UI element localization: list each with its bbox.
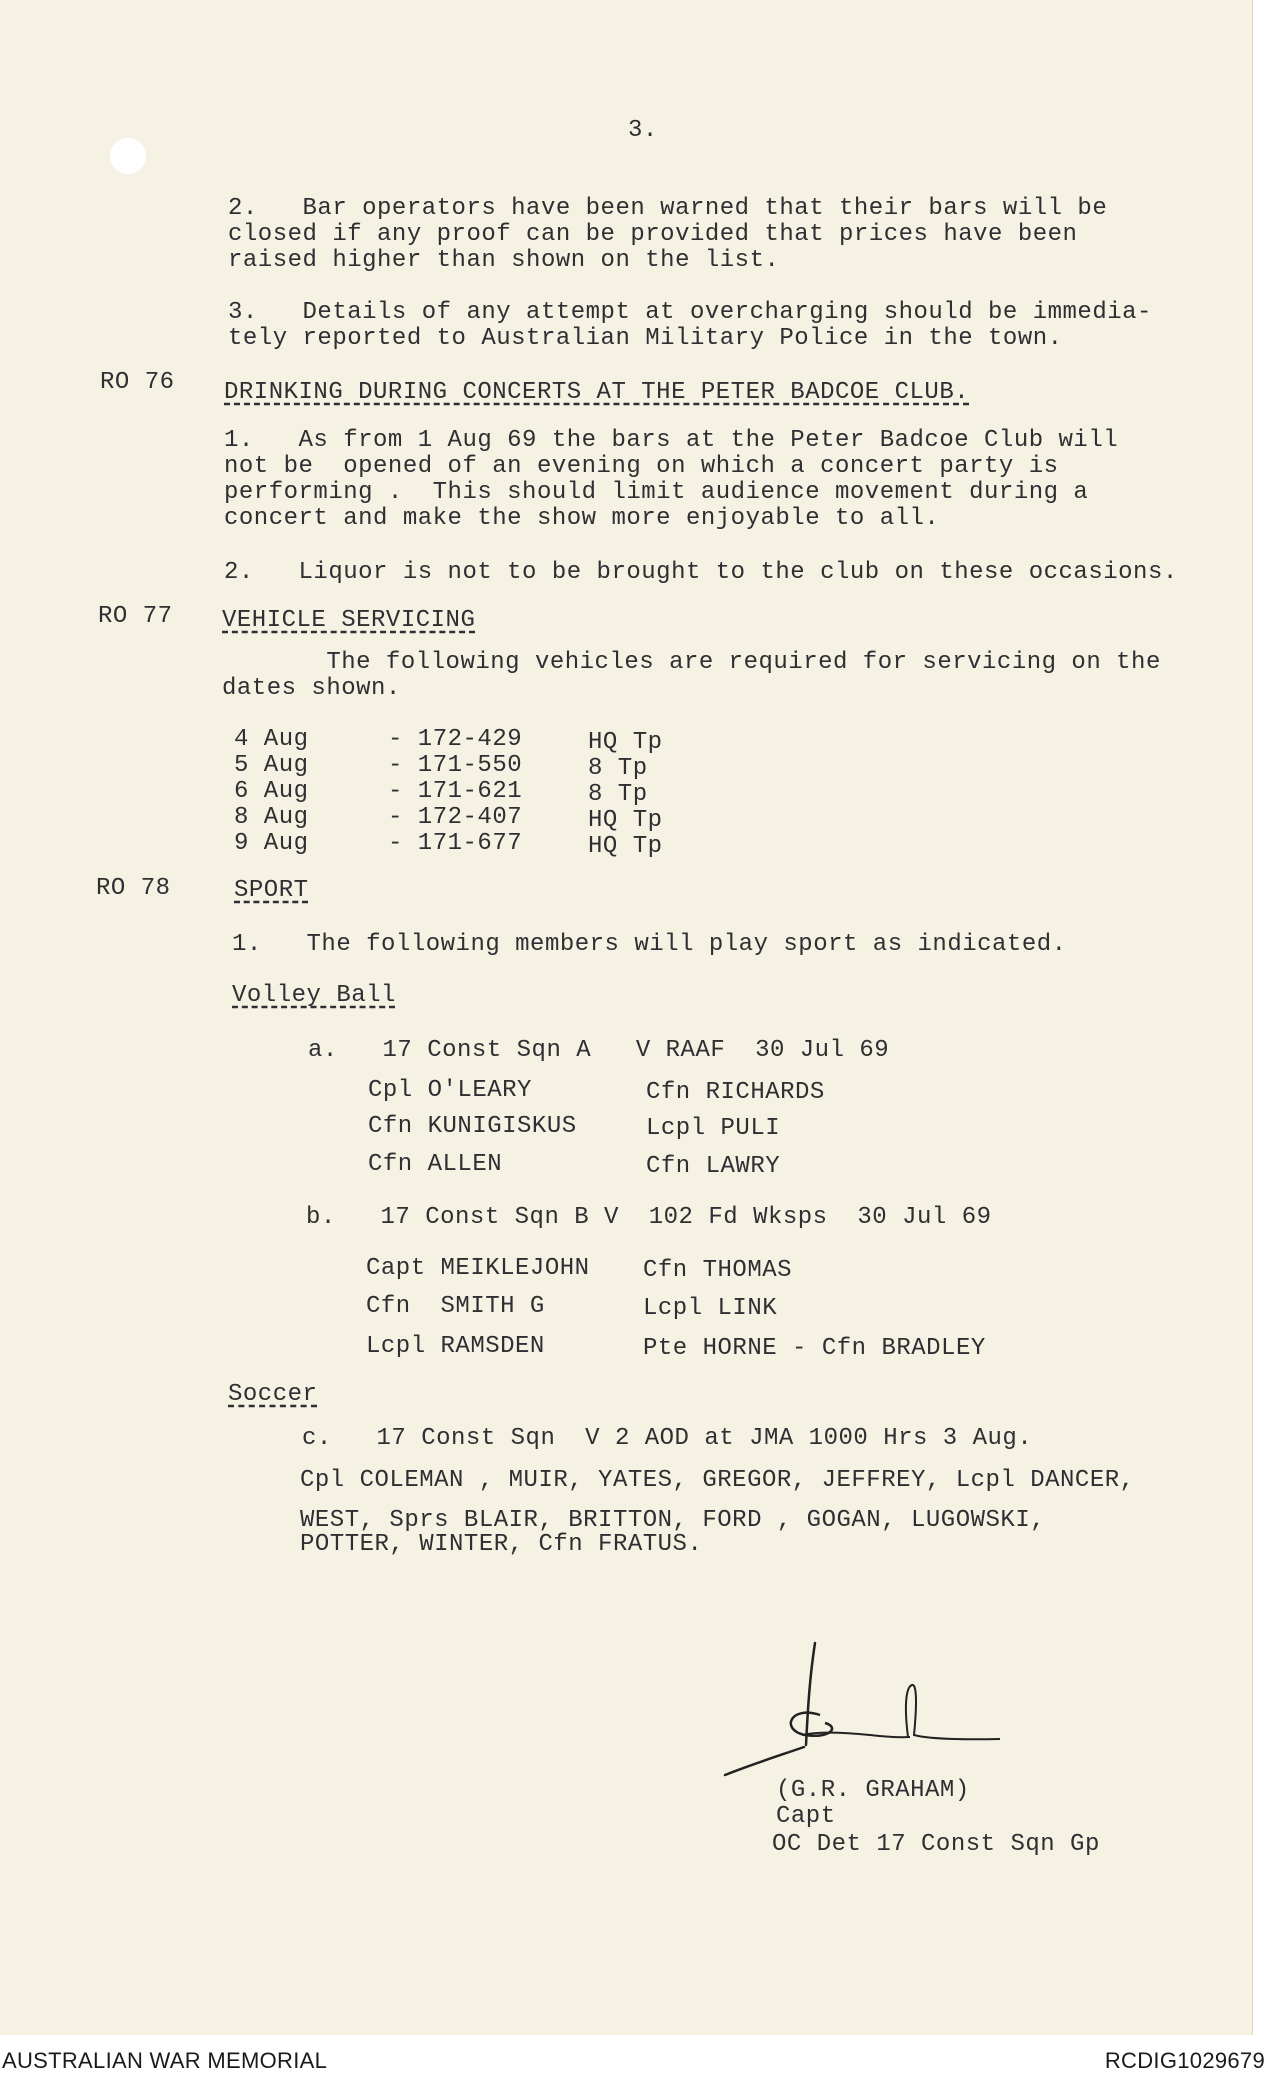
- schedule-date: 5 Aug: [234, 752, 309, 779]
- match-b-player: Capt MEIKLEJOHN: [366, 1255, 590, 1282]
- match-a-player: Cfn ALLEN: [368, 1151, 503, 1178]
- ro78-number: RO 78: [96, 875, 171, 902]
- ro77-intro-line-1: The following vehicles are required for servicing on the: [222, 649, 1161, 676]
- ro76-p1-line-3: performing . This should limit audience movement during a: [224, 479, 1089, 506]
- schedule-vehicle: - 171-550: [388, 752, 523, 779]
- ro76-p1-line-1: 1. As from 1 Aug 69 the bars at the Peter Badcoe Club will: [224, 427, 1119, 454]
- soccer-heading: Soccer: [228, 1381, 318, 1408]
- ro78-heading: SPORT: [234, 877, 309, 904]
- match-b-player: Lcpl LINK: [643, 1295, 778, 1322]
- schedule-unit: 8 Tp: [588, 781, 648, 808]
- footer-record-id: RCDIG1029679: [1104, 2048, 1265, 2073]
- schedule-date: 4 Aug: [234, 726, 309, 753]
- match-b-player: Cfn THOMAS: [643, 1257, 793, 1284]
- match-b-player: Pte HORNE - Cfn BRADLEY: [643, 1335, 986, 1362]
- volleyball-heading: Volley Ball: [232, 982, 396, 1009]
- schedule-unit: HQ Tp: [588, 833, 663, 860]
- match-a-player: Lcpl PULI: [646, 1115, 781, 1142]
- match-a-player: Cfn KUNIGISKUS: [368, 1113, 577, 1140]
- schedule-vehicle: - 171-621: [388, 778, 523, 805]
- signatory-name: (G.R. GRAHAM): [776, 1777, 970, 1804]
- handwritten-signature: [720, 1635, 1020, 1785]
- ro77-number: RO 77: [98, 603, 173, 630]
- para3-line-2: tely reported to Australian Military Police in the town.: [228, 325, 1063, 352]
- match-a-title: a. 17 Const Sqn A V RAAF 30 Jul 69: [308, 1037, 890, 1064]
- page-number: 3.: [628, 117, 658, 144]
- match-b-title: b. 17 Const Sqn B V 102 Fd Wksps 30 Jul 69: [306, 1204, 992, 1231]
- ro76-number: RO 76: [100, 369, 175, 396]
- schedule-date: 8 Aug: [234, 804, 309, 831]
- para2-line-2: closed if any proof can be provided that prices have been: [228, 221, 1078, 248]
- soccer-title: c. 17 Const Sqn V 2 AOD at JMA 1000 Hrs 3 Aug.: [302, 1425, 1033, 1452]
- ro78-p1: 1. The following members will play sport as indicated.: [232, 931, 1067, 958]
- ro76-heading: DRINKING DURING CONCERTS AT THE PETER BADCOE CLUB.: [224, 379, 970, 406]
- ro77-intro-line-2: dates shown.: [222, 675, 401, 702]
- schedule-unit: HQ Tp: [588, 807, 663, 834]
- para3-line-1: 3. Details of any attempt at overcharging should be immedia-: [228, 299, 1152, 326]
- para2-line-3: raised higher than shown on the list.: [228, 247, 780, 274]
- signatory-rank: Capt: [776, 1803, 836, 1830]
- signatory-appointment: OC Det 17 Const Sqn Gp: [772, 1831, 1100, 1858]
- schedule-unit: 8 Tp: [588, 755, 648, 782]
- match-a-player: Cfn RICHARDS: [646, 1079, 825, 1106]
- ro77-heading: VEHICLE SERVICING: [222, 607, 476, 634]
- match-a-player: Cpl O'LEARY: [368, 1077, 532, 1104]
- footer-archive-name: AUSTRALIAN WAR MEMORIAL: [2, 2048, 328, 2073]
- ro76-p1-line-4: concert and make the show more enjoyable to all.: [224, 505, 940, 532]
- match-a-player: Cfn LAWRY: [646, 1153, 781, 1180]
- schedule-date: 9 Aug: [234, 830, 309, 857]
- match-b-player: Cfn SMITH G: [366, 1293, 545, 1320]
- schedule-unit: HQ Tp: [588, 729, 663, 756]
- schedule-vehicle: - 171-677: [388, 830, 523, 857]
- schedule-vehicle: - 172-407: [388, 804, 523, 831]
- ro76-p1-line-2: not be opened of an evening on which a concert party is: [224, 453, 1059, 480]
- soccer-line-1: Cpl COLEMAN , MUIR, YATES, GREGOR, JEFFREY, Lcpl DANCER,: [300, 1467, 1135, 1494]
- soccer-line-3: POTTER, WINTER, Cfn FRATUS.: [300, 1531, 703, 1558]
- ro76-p2: 2. Liquor is not to be brought to the club on these occasions.: [224, 559, 1178, 586]
- schedule-date: 6 Aug: [234, 778, 309, 805]
- match-b-player: Lcpl RAMSDEN: [366, 1333, 545, 1360]
- schedule-vehicle: - 172-429: [388, 726, 523, 753]
- soccer-line-2: WEST, Sprs BLAIR, BRITTON, FORD , GOGAN, LUGOWSKI,: [300, 1507, 1046, 1534]
- punch-hole: [110, 138, 146, 174]
- para2-line-1: 2. Bar operators have been warned that their bars will be: [228, 195, 1108, 222]
